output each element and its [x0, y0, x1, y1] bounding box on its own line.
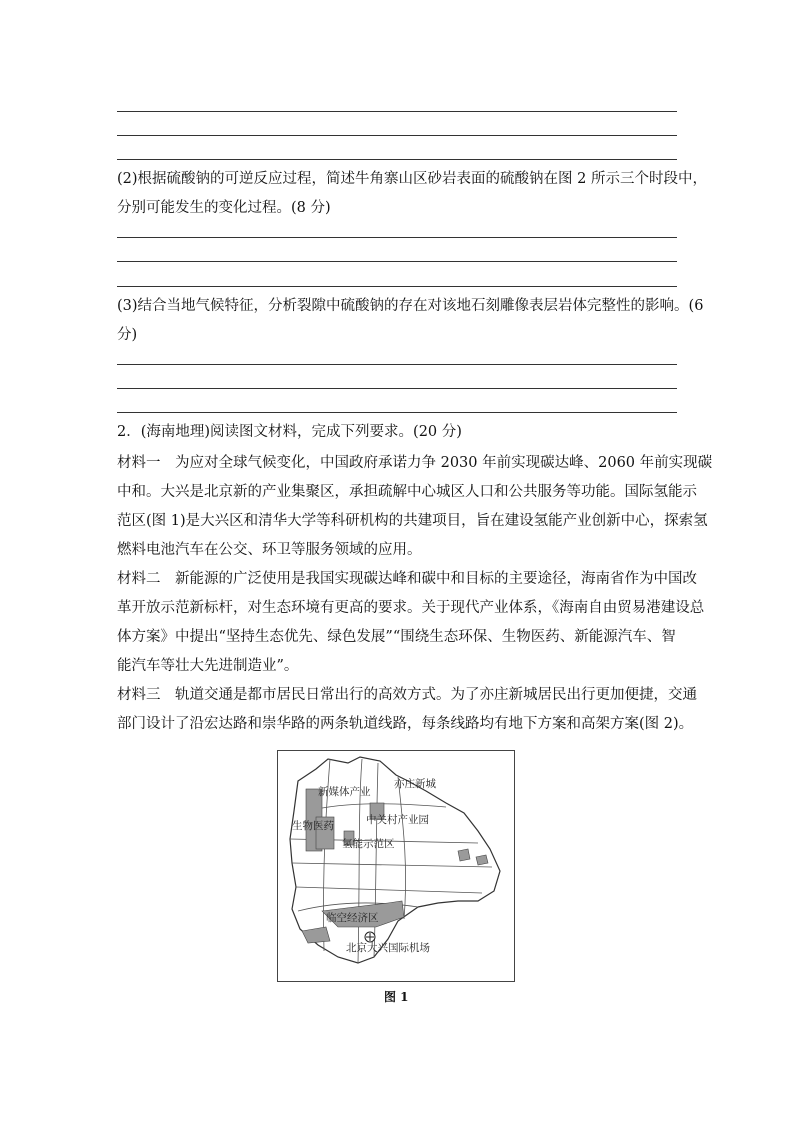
answer-line	[117, 135, 677, 136]
question-1-part-2	[117, 165, 707, 223]
label-zhongguancun: 中关村产业园	[366, 814, 429, 826]
answer-line	[117, 388, 677, 389]
text-line: 材料一 为应对全球气候变化，中国政府承诺力争 2030 年前实现碳达峰、2060 年前实现碳	[117, 455, 713, 471]
small-zone	[458, 849, 470, 861]
text-line: 材料二 新能源的广泛使用是我国实现碳达峰和碳中和目标的主要途径，海南省作为中国改	[117, 571, 697, 587]
label-airport: 北京大兴国际机场	[346, 942, 430, 954]
text-line: 分别可能发生的变化过程。(8 分)	[117, 200, 331, 216]
text-line: 分)	[117, 327, 138, 343]
text-line: (3)结合当地气候特征，分析裂隙中硫酸钠的存在对该地石刻雕像表层岩体完整性的影响。(6	[117, 298, 704, 314]
question-heading: 2．(海南地理)阅读图文材料，完成下列要求。(20 分)	[117, 424, 462, 440]
label-hydrogen: 氢能示范区	[342, 838, 395, 850]
answer-line	[117, 159, 677, 160]
answer-line	[117, 286, 677, 287]
answer-line	[117, 237, 677, 238]
label-yizhuang: 亦庄新城	[394, 778, 436, 790]
text-line: 体方案》中提出“坚持生态优先、绿色发展”“围绕生态环保、生物医药、新能源汽车、智	[117, 629, 676, 645]
text-line: (2)根据硫酸钠的可逆反应过程，简述牛角寨山区砂岩表面的硫酸钠在图 2 所示三个时段中，	[117, 171, 707, 187]
figure-1-map	[277, 750, 515, 982]
figure-caption: 图 1	[384, 990, 409, 1004]
answer-line	[117, 261, 677, 262]
text-line: 革开放示范新标杆，对生态环境有更高的要求。关于现代产业体系，《海南自由贸易港建设总	[117, 600, 705, 616]
label-new-media: 新媒体产业	[318, 786, 371, 798]
small-zone	[476, 855, 488, 865]
answer-line	[117, 412, 677, 413]
question-1-part-3	[117, 292, 704, 350]
text-line: 能汽车等壮大先进制造业”。	[117, 658, 299, 674]
text-line: 范区(图 1)是大兴区和清华大学等科研机构的共建项目，旨在建设氢能产业创新中心，探索氢	[117, 513, 708, 529]
text-line: 部门设计了沿宏达路和崇华路的两条轨道线路，每条线路均有地下方案和高架方案(图 2)。	[117, 716, 694, 732]
answer-line	[117, 111, 677, 112]
question-2	[117, 418, 713, 739]
airport-economy-zone-west	[302, 927, 330, 943]
label-airport-zone: 临空经济区	[326, 912, 379, 924]
text-line: 中和。大兴是北京新的产业集聚区，承担疏解中心城区人口和公共服务等功能。国际氢能示	[117, 484, 697, 500]
text-line: 燃料电池汽车在公交、环卫等服务领域的应用。	[117, 542, 422, 558]
map-svg	[278, 751, 514, 981]
answer-line	[117, 364, 677, 365]
label-biomedicine: 生物医药	[292, 820, 334, 832]
text-line: 材料三 轨道交通是都市居民日常出行的高效方式。为了亦庄新城居民出行更加便捷，交通	[117, 687, 697, 703]
